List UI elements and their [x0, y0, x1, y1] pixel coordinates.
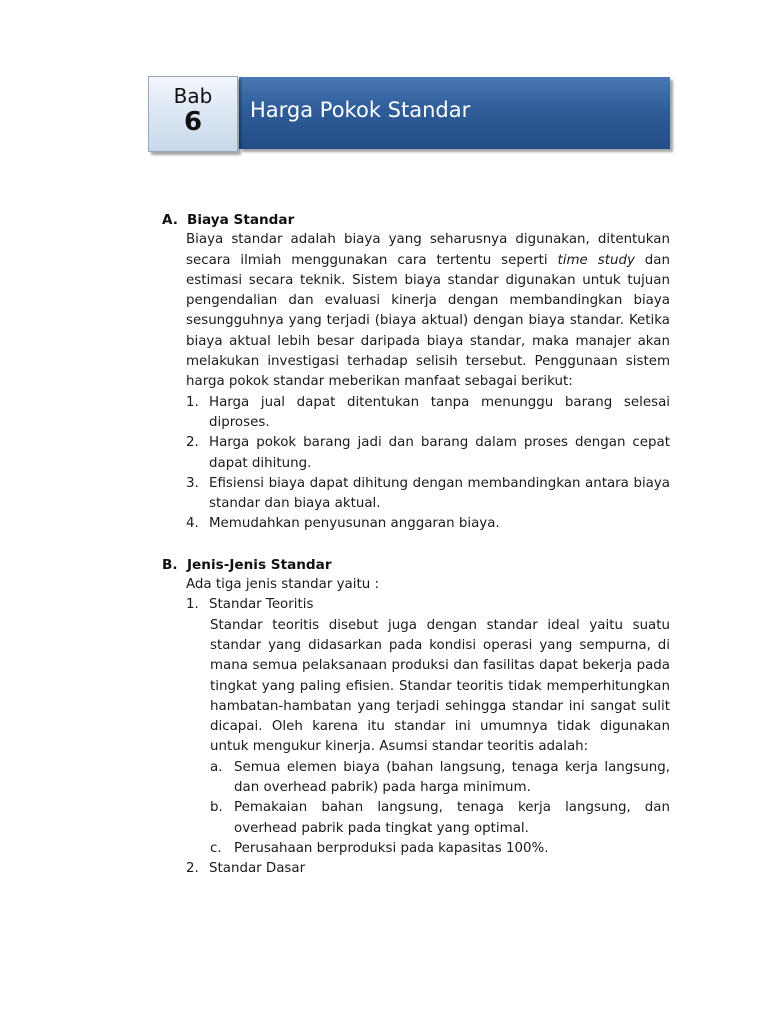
- list-item: [210, 839, 670, 859]
- chapter-title-bar: [239, 77, 670, 149]
- list-item-text: Semua elemen biaya (bahan langsung, tenaga kerja langsung, dan overhead pabrik) pada harga minimum.: [234, 759, 670, 796]
- list-item: [186, 595, 670, 615]
- section-a-list: [186, 393, 670, 535]
- section-a-para-italic: time study: [557, 252, 635, 268]
- list-item-number: 1.: [186, 597, 199, 613]
- section-a-para-part2: dan estimasi secara teknik. Sistem biaya standar digunakan untuk tujuan pengendalian dan evaluasi kinerja dengan membandingkan biaya sesungguhnya yang terjadi (biaya aktual) dengan biaya standar. Ketika biaya aktual lebih besar daripada biaya standar, maka manajer akan melakukan investigasi terhadap selisih tersebut. Penggunaan sistem harga pokok standar meberikan manfaat sebagai berikut:: [186, 252, 670, 390]
- list-item: [186, 859, 670, 879]
- list-item-number: 2.: [186, 435, 199, 451]
- list-item-text: Efisiensi biaya dapat dihitung dengan membandingkan antara biaya standar dan biaya aktual.: [209, 475, 670, 512]
- section-a-title: Biaya Standar: [187, 212, 295, 228]
- list-item-number: 4.: [186, 516, 199, 532]
- list-item-letter: c.: [210, 840, 222, 856]
- list-item-text: Pemakaian bahan langsung, tenaga kerja langsung, dan overhead pabrik pada tingkat yang optimal.: [234, 800, 670, 836]
- standar-teoritis-block: [186, 616, 670, 860]
- section-b-title: Jenis-Jenis Standar: [187, 556, 332, 573]
- list-item: [186, 393, 670, 434]
- list-item-text: Memudahkan penyusunan anggaran biaya.: [209, 516, 500, 532]
- list-item: [210, 798, 670, 839]
- section-b-list-continued: [186, 859, 670, 879]
- chapter-number-box: [148, 76, 238, 152]
- list-item: [210, 758, 670, 799]
- section-a-paragraph: [186, 230, 670, 392]
- list-item-number: 1.: [186, 394, 199, 410]
- section-a-letter: A.: [162, 212, 178, 228]
- list-item-title: Standar Teoritis: [209, 597, 314, 613]
- section-spacer: [162, 535, 670, 555]
- list-item-number: 2.: [186, 861, 199, 877]
- list-item-letter: a.: [210, 759, 223, 775]
- chapter-label: Bab: [173, 84, 213, 108]
- document-body: [162, 210, 670, 880]
- list-item-text: Harga pokok barang jadi dan barang dalam proses dengan cepat dapat dihitung.: [209, 435, 670, 471]
- section-b-heading: [162, 555, 670, 575]
- list-item-title: Standar Dasar: [209, 861, 306, 877]
- standar-teoritis-paragraph: Standar teoritis disebut juga dengan standar ideal yaitu suatu standar yang didasarkan pada kondisi operasi yang sempurna, di mana semua pelaksanaan produksi dan fasilitas dapat bekerja pada tingkat yang paling efisien. Standar teoritis tidak memperhitungkan hambatan-hambatan yang terjadi sehingga standar ini sangat sulit dicapai. Oleh karena itu standar ini umumnya tidak digunakan untuk mengukur kinerja. Asumsi standar teoritis adalah:: [210, 617, 670, 755]
- list-item-letter: b.: [210, 800, 223, 816]
- chapter-number: 6: [183, 107, 203, 137]
- section-a-heading: [162, 210, 670, 230]
- section-b-letter: B.: [162, 556, 178, 573]
- chapter-title: Harga Pokok Standar: [250, 98, 471, 122]
- list-item-text: Perusahaan berproduksi pada kapasitas 100%.: [234, 840, 549, 856]
- section-a-para-part1: Biaya standar adalah biaya yang seharusnya digunakan, ditentukan secara ilmiah menggunakan cara tertentu seperti: [186, 232, 670, 268]
- list-item-number: 3.: [186, 475, 199, 491]
- section-b-intro: Ada tiga jenis standar yaitu :: [186, 577, 379, 593]
- list-item: [186, 514, 670, 534]
- list-item: [186, 433, 670, 474]
- assumption-list: [210, 758, 670, 859]
- section-b-list: [186, 595, 670, 615]
- list-item: [186, 474, 670, 515]
- list-item-text: Harga jual dapat ditentukan tanpa menunggu barang selesai diproses.: [209, 394, 670, 430]
